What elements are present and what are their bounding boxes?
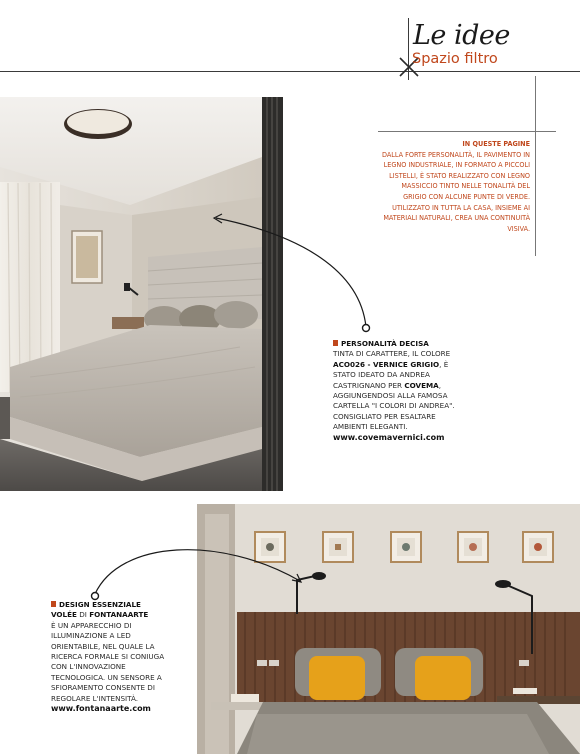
intro-body: DALLA FORTE PERSONALITÀ, IL PAVIMENTO IN LEGNO INDUSTRIALE, IN FORMATO A PICCOLI LISTELLI, È STATO REALIZZATO CON LEGNO MASSICCIO TINTO NELLE TONALITÀ DEL GRIGIO CON ALCUNE PUNTE DI VERDE. UTILIZZATO IN TUTTA LA CASA, INSIEME AI MATERIALI NATURALI, CREA UNA CONTINUITÀ VISIVA.: [382, 149, 530, 233]
bedroom-photo-wood: [197, 504, 580, 754]
pointer-dot-paint: [363, 325, 370, 332]
intro-lead: IN QUESTE PAGINE: [462, 139, 530, 148]
caption-paint: [333, 339, 463, 443]
column-title: Le idee: [413, 20, 510, 51]
caption-paint-text-b: , È STATO IDEATO DA ANDREA CASTRIGNANO PER: [333, 359, 449, 390]
pointer-dot-lamp: [92, 593, 99, 600]
caption-lamp: [51, 600, 171, 714]
header-rule: [0, 71, 580, 72]
caption-paint-text-c: , AGGIUNGENDOSI ALLA FAMOSA CARTELLA "I COLORI DI ANDREA". CONSIGLIATO PER ESALTARE AMBIENTI ELEGANTI.: [333, 380, 455, 432]
caption-lamp-brand: FONTANAARTE: [89, 610, 149, 620]
caption-lamp-text: È UN APPARECCHIO DI ILLUMINAZIONE A LED ORIENTABILE, NEL QUALE LA RICERCA FORMALE SI CONIUGA CON L'INNOVAZIONE TECNOLOGICA. UN SENSORE A SFIORAMENTO CONSENTE DI REGOLARE L'INTENSITÀ.: [51, 620, 165, 703]
caption-lamp-product: VOLÉE: [51, 610, 77, 620]
section-title: Spazio filtro: [412, 51, 498, 67]
caption-lamp-connector: DI: [76, 610, 90, 620]
bedroom-photo-grey: [0, 97, 283, 491]
bullet-square-icon: [51, 601, 56, 607]
intro-vertical-rule: [535, 76, 536, 256]
intro-rule: [378, 131, 556, 132]
bullet-square-icon: [333, 340, 338, 346]
caption-lamp-url[interactable]: www.fontanaarte.com: [51, 704, 151, 714]
caption-lamp-title: DESIGN ESSENZIALE: [59, 600, 141, 609]
caption-paint-text-a: TINTA DI CARATTERE, IL COLORE: [333, 349, 451, 359]
caption-paint-url[interactable]: www.covemavernici.com: [333, 432, 445, 442]
intro-text: [378, 139, 530, 234]
caption-paint-product: ACO026 - VERNICE GRIGIO: [333, 359, 440, 369]
caption-paint-title: PERSONALITÀ DECISA: [341, 339, 429, 348]
caption-paint-brand: COVEMA: [404, 380, 439, 390]
